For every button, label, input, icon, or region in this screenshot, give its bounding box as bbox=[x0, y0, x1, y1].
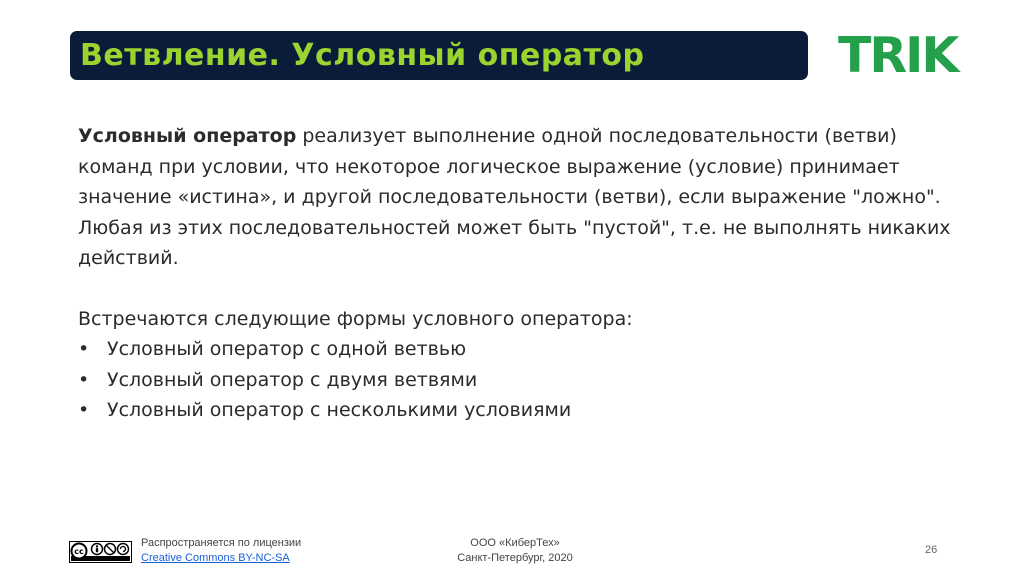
cc-license-icon bbox=[69, 541, 132, 563]
list-item-label: Условный оператор с одной ветвью bbox=[107, 338, 467, 360]
cc-badge-label: cc bbox=[74, 547, 84, 556]
definition-term: Условный оператор bbox=[78, 125, 297, 147]
bullet-icon: • bbox=[78, 338, 90, 360]
list-item bbox=[78, 365, 958, 396]
definition-paragraph bbox=[78, 121, 958, 274]
list-item bbox=[78, 395, 958, 426]
page-number: 26 bbox=[925, 544, 938, 556]
list-item-label: Условный оператор с несколькими условиями bbox=[107, 399, 572, 421]
city-year: Санкт-Петербург, 2020 bbox=[457, 552, 573, 564]
definition-text: реализует выполнение одной последовательности (ветви) команд при условии, что некоторое логическое выражение (условие) принимает значение «истина», и другой последовательности (ветви), если выражение "ложно". Любая из этих последовательностей может быть "пустой", т.е. не выполнять никаких действий. bbox=[78, 125, 951, 269]
license-link[interactable]: Creative Commons BY-NC-SA bbox=[141, 552, 290, 564]
license-text bbox=[141, 536, 301, 566]
list-item-label: Условный оператор с двумя ветвями bbox=[107, 368, 478, 391]
bullet-icon: • bbox=[78, 399, 90, 421]
company-footer bbox=[440, 536, 590, 566]
license-footer bbox=[69, 536, 301, 566]
forms-intro: Встречаются следующие формы условного оператора: bbox=[78, 307, 633, 330]
bullet-icon: • bbox=[78, 368, 90, 391]
license-line: Распространяется по лицензии bbox=[141, 537, 302, 549]
title-bar bbox=[70, 31, 808, 80]
forms-list bbox=[78, 334, 958, 426]
company-name: ООО «КиберТех» bbox=[470, 537, 560, 549]
slide-content bbox=[78, 121, 958, 426]
list-item bbox=[78, 334, 958, 365]
slide-title: Ветвление. Условный оператор bbox=[80, 38, 645, 73]
trik-logo: TRIK bbox=[838, 27, 958, 84]
